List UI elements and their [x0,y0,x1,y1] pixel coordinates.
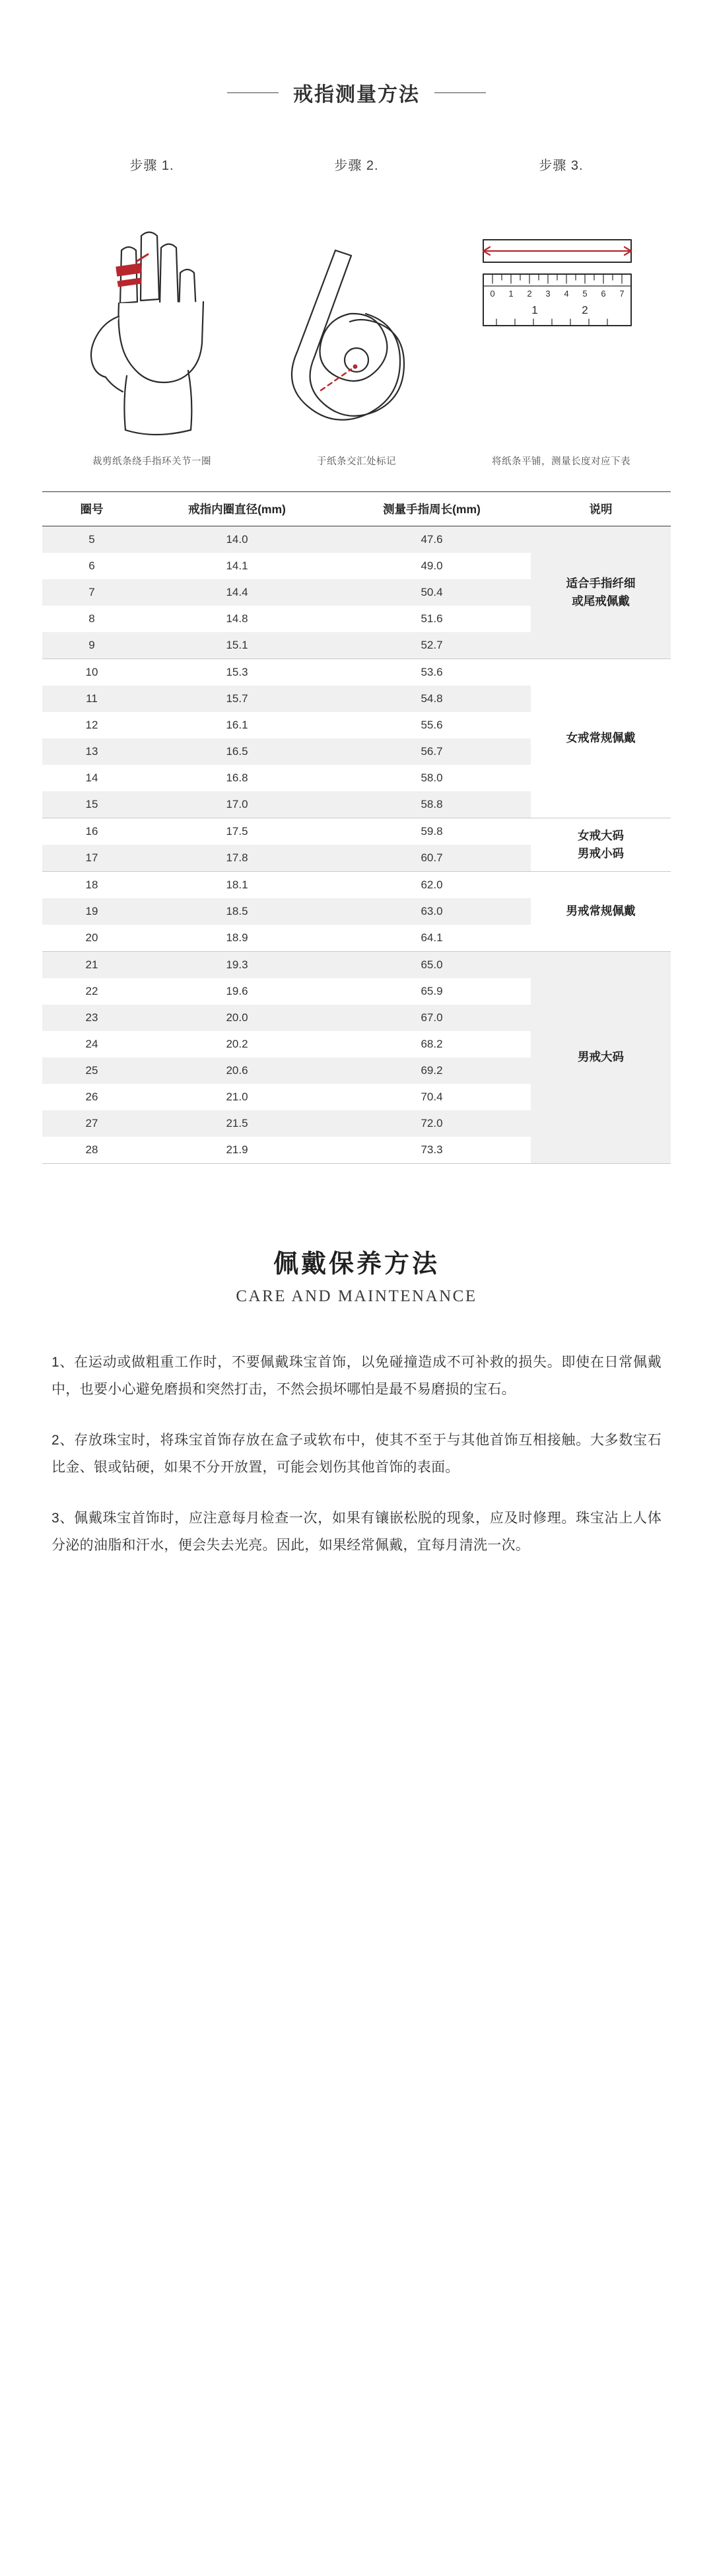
cell-note: 适合手指纤细 或尾戒佩戴 [531,526,671,659]
cell-ring-number: 19 [42,898,141,925]
cell-ring-number: 22 [85,985,98,997]
cell-inner-diameter: 20.2 [226,1038,248,1050]
svg-text:4: 4 [564,289,569,299]
cell-finger-circumference: 54.8 [333,686,531,712]
care-title-en: CARE AND MAINTENANCE [236,1287,477,1305]
table-row [42,818,671,845]
cell-ring-number: 15 [42,791,141,818]
rolled-paper-strip-icon [257,187,456,451]
care-body [51,1349,662,1559]
cell-inner-diameter: 17.8 [141,845,333,872]
table-body [42,526,671,1164]
cell-inner-diameter: 18.5 [141,898,333,925]
cell-ring-number: 8 [88,612,95,625]
table-row [42,526,671,554]
svg-text:7: 7 [619,289,625,299]
cell-finger-circumference: 58.0 [421,771,443,784]
svg-text:2: 2 [527,289,532,299]
title-rule-left [227,92,279,93]
cell-ring-number: 24 [85,1038,98,1050]
header-inner-diameter: 戒指内圈直径(mm) [141,492,333,526]
svg-text:3: 3 [545,289,551,299]
cell-finger-circumference: 50.4 [333,579,531,606]
svg-text:1: 1 [531,304,538,316]
ring-size-table [42,491,671,1164]
cell-ring-number: 17 [42,845,141,872]
cell-ring-number: 9 [42,632,141,659]
svg-text:6: 6 [601,289,606,299]
cell-inner-diameter: 18.9 [141,925,333,952]
cell-note: 男戒常规佩戴 [531,872,671,952]
cell-finger-circumference: 65.0 [333,952,531,979]
cell-finger-circumference: 73.3 [333,1137,531,1164]
cell-ring-number: 12 [85,719,98,731]
cell-finger-circumference: 47.6 [333,526,531,554]
cell-ring-number: 13 [42,738,141,765]
care-section [0,1243,713,1559]
cell-finger-circumference: 67.0 [333,1005,531,1031]
cell-finger-circumference: 53.6 [421,666,443,678]
cell-ring-number: 5 [42,526,141,554]
cell-finger-circumference: 59.8 [421,825,443,838]
cell-inner-diameter: 21.0 [226,1091,248,1103]
cell-ring-number: 6 [88,559,95,572]
svg-text:2: 2 [582,304,588,316]
cell-finger-circumference: 63.0 [333,898,531,925]
cell-finger-circumference: 60.7 [333,845,531,872]
header-finger-circumference: 测量手指周长(mm) [333,492,531,526]
cell-ring-number: 26 [85,1091,98,1103]
cell-finger-circumference: 62.0 [421,878,443,891]
cell-inner-diameter: 19.6 [226,985,248,997]
cell-inner-diameter: 14.8 [226,612,248,625]
cell-finger-circumference: 65.9 [421,985,443,997]
cell-finger-circumference: 52.7 [333,632,531,659]
cell-ring-number: 10 [85,666,98,678]
cell-ring-number: 28 [42,1137,141,1164]
cell-finger-circumference: 56.7 [333,738,531,765]
cell-inner-diameter: 18.1 [226,878,248,891]
cell-ring-number: 11 [42,686,141,712]
cell-ring-number: 16 [85,825,98,838]
cell-finger-circumference: 72.0 [333,1110,531,1137]
cell-inner-diameter: 17.5 [226,825,248,838]
cell-inner-diameter: 21.9 [141,1137,333,1164]
ring-size-table-wrap [42,491,671,1164]
cell-note: 女戒常规佩戴 [531,659,671,818]
care-paragraph-3: 3、佩戴珠宝首饰时，应注意每月检查一次，如果有镶嵌松脱的现象，应及时修理。珠宝沾上人体分泌的油脂和汗水，便会失去光亮。因此，如果经常佩戴，宜每月清洗一次。 [51,1510,662,1553]
cell-ring-number: 21 [42,952,141,979]
step-2 [254,155,459,451]
cell-ring-number: 7 [42,579,141,606]
cell-finger-circumference: 55.6 [421,719,443,731]
cell-inner-diameter: 16.1 [226,719,248,731]
cell-inner-diameter: 20.0 [141,1005,333,1031]
steps-captions [0,454,713,468]
cell-finger-circumference: 64.1 [333,925,531,952]
cell-finger-circumference: 49.0 [421,559,443,572]
care-paragraph-1: 1、在运动或做粗重工作时，不要佩戴珠宝首饰，以免碰撞造成不可补救的损失。即使在日常佩戴中，也要小心避免磨损和突然打击，不然会损坏哪怕是最不易磨损的宝石。 [51,1355,662,1397]
table-header-row [42,492,671,526]
svg-text:5: 5 [582,289,588,299]
cell-finger-circumference: 69.2 [333,1057,531,1084]
cell-note: 男戒大码 [531,952,671,1164]
cell-inner-diameter: 16.8 [226,771,248,784]
step-3 [459,155,663,451]
title-rule-right [434,92,486,93]
table-row [42,872,671,899]
table-row [42,659,671,686]
cell-inner-diameter: 15.7 [141,686,333,712]
step-1 [50,155,254,451]
step-2-label: 步骤 2. [334,159,379,173]
cell-finger-circumference: 51.6 [421,612,443,625]
hand-paper-strip-icon [53,187,251,451]
step-3-caption: 将纸条平铺，测量长度对应下表 [492,456,630,467]
cell-note: 女戒大码 男戒小码 [531,818,671,872]
care-paragraph-2: 2、存放珠宝时，将珠宝首饰存放在盒子或软布中，使其不至于与其他首饰互相接触。大多数宝石比金、银或钻硬，如果不分开放置，可能会划伤其他首饰的表面。 [51,1432,662,1475]
step-1-label: 步骤 1. [129,159,174,173]
step-1-caption: 裁剪纸条绕手指环关节一圈 [92,456,211,467]
cell-ring-number: 18 [85,878,98,891]
cell-ring-number: 23 [42,1005,141,1031]
page-title: 戒指测量方法 [293,84,420,106]
cell-inner-diameter: 19.3 [141,952,333,979]
care-title-cn: 佩戴保养方法 [273,1250,440,1278]
cell-ring-number: 27 [42,1110,141,1137]
cell-finger-circumference: 58.8 [333,791,531,818]
step-2-caption: 于纸条交汇处标记 [317,456,396,467]
measurement-title-row [0,78,713,107]
cell-inner-diameter: 16.5 [141,738,333,765]
cell-inner-diameter: 14.4 [141,579,333,606]
table-row [42,952,671,979]
step-3-label: 步骤 3. [539,159,584,173]
svg-text:0: 0 [490,289,495,299]
cell-inner-diameter: 14.1 [226,559,248,572]
cell-finger-circumference: 68.2 [421,1038,443,1050]
page-root [0,78,713,2576]
cell-ring-number: 20 [42,925,141,952]
cell-ring-number: 25 [42,1057,141,1084]
cell-inner-diameter: 17.0 [141,791,333,818]
header-ring-number: 圈号 [42,492,141,526]
cell-ring-number: 14 [85,771,98,784]
cell-inner-diameter: 20.6 [141,1057,333,1084]
cell-inner-diameter: 14.0 [141,526,333,554]
cell-inner-diameter: 15.3 [226,666,248,678]
steps-row [0,155,713,451]
cell-finger-circumference: 70.4 [421,1091,443,1103]
ruler-measure-icon [462,187,660,451]
cell-inner-diameter: 15.1 [141,632,333,659]
header-note: 说明 [531,492,671,526]
svg-text:1: 1 [508,289,514,299]
cell-inner-diameter: 21.5 [141,1110,333,1137]
